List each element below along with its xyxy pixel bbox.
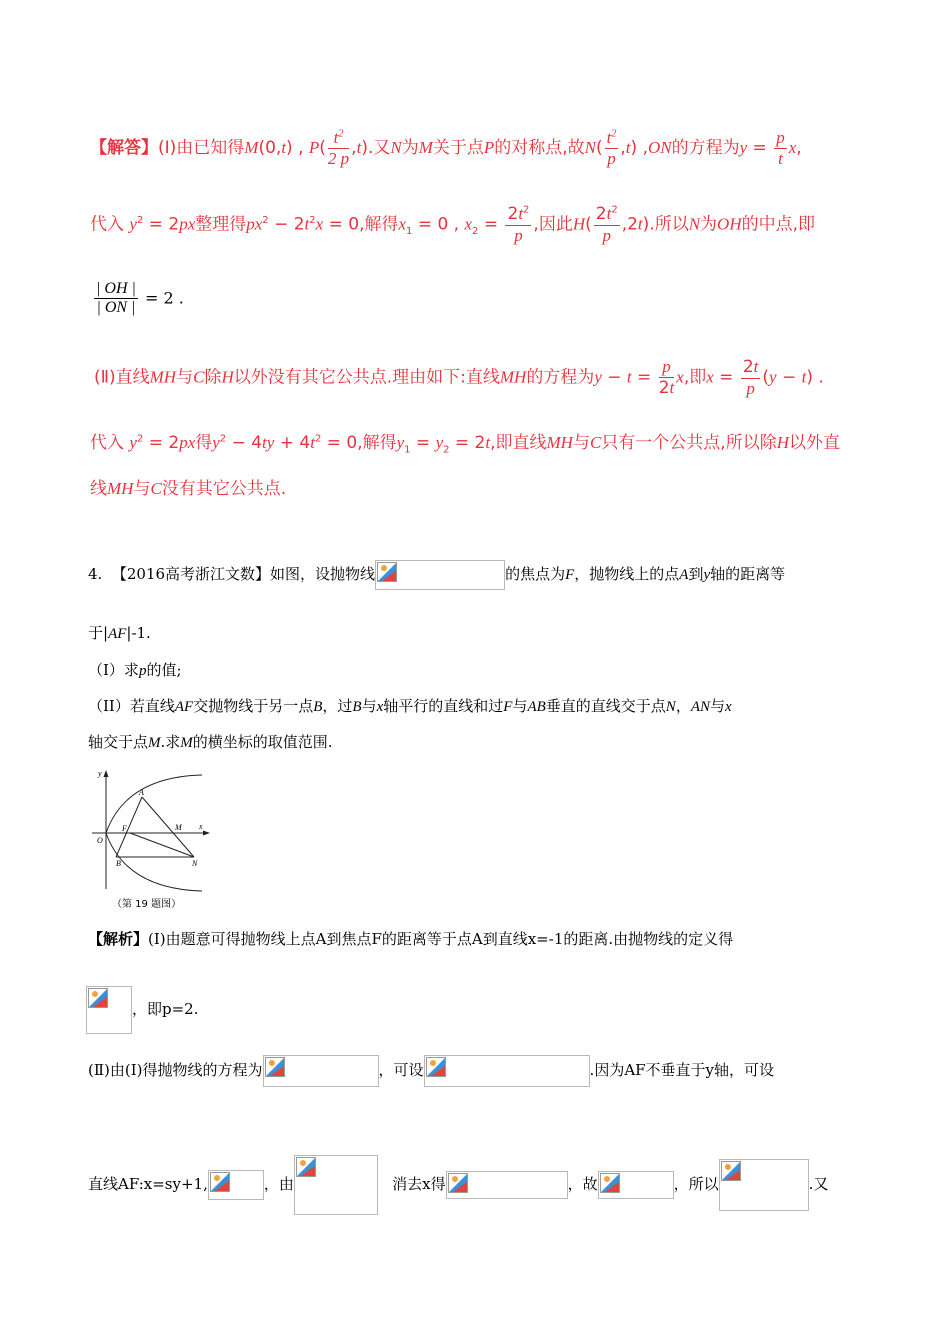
answer-line-4: (Ⅱ)直线MH与C除H以外没有其它公共点.理由如下:直线MH的方程为y − t = $\frac{p}{2t}$ x,即x = $\frac{2t}{p}$ (y − t) . xyxy=(94,357,824,398)
figure-caption: （第 19 题图） xyxy=(112,899,182,910)
label-o: O xyxy=(97,836,103,845)
problem-question-2: （II）若直线AF交抛物线于另一点B，过B与x轴平行的直线和过F与AB垂直的直线交于点N，AN与x xyxy=(88,697,732,715)
problem-question-1: （I）求p的值; xyxy=(88,661,182,679)
label-a: A xyxy=(139,788,144,797)
math-fraction-oh-on: $\frac{| OH |}{| ON |}$ xyxy=(96,280,136,317)
math-point-m: M xyxy=(244,138,259,158)
broken-image-icon xyxy=(721,1161,741,1181)
label-f: F xyxy=(122,824,127,833)
label-x: x xyxy=(199,822,203,831)
analysis-line-2: ，即p=2. xyxy=(86,986,198,1034)
line-fn xyxy=(130,833,194,857)
broken-image-icon xyxy=(88,988,108,1008)
problem-number: 4. xyxy=(88,565,103,583)
analysis-tag: 【解析】 xyxy=(88,930,149,948)
answer-line-1: 【解答】(Ⅰ)由已知得M(0,t) , P( $\frac{t^2}{2 p}$ ,t).又N为M关于点P的对称点,故N( $\frac{t^2}{p}$ ,t) ,ON的方程为y = $\frac{p}{t}$ x, xyxy=(90,128,802,168)
math-fraction: $\frac{2t^2}{p}$ xyxy=(507,204,530,245)
broken-image-formula xyxy=(424,1055,590,1087)
label-n: N xyxy=(192,859,198,868)
broken-image-formula xyxy=(446,1171,568,1199)
broken-image-icon xyxy=(210,1172,230,1192)
y-axis-arrow xyxy=(104,770,109,777)
line-af xyxy=(116,797,142,857)
broken-image-formula xyxy=(719,1159,809,1211)
broken-image-formula xyxy=(263,1055,379,1087)
analysis-line-3: (Ⅱ)由(Ⅰ)得抛物线的方程为 ，可设 .因为AF不垂直于y轴，可设 xyxy=(88,1055,774,1087)
math-fraction: $\frac{2t}{p}$ xyxy=(742,357,759,398)
broken-image-formula xyxy=(375,560,505,590)
answer-line-6: 线MH与C没有其它公共点. xyxy=(90,479,287,499)
problem-line-1: 4. 【2016高考浙江文数】如图，设抛物线 的焦点为F，抛物线上的点A到y轴的距离等 xyxy=(88,560,785,590)
parabola-figure xyxy=(86,767,210,912)
analysis-line-1: 【解析】(Ⅰ)由题意可得抛物线上点A到焦点F的距离等于点A到直线x=-1的距离.由抛物线的定义得 xyxy=(88,930,734,948)
math-fraction: $\frac{t^2}{p}$ xyxy=(606,128,617,168)
broken-image-icon xyxy=(265,1057,285,1077)
broken-image-icon xyxy=(377,562,397,582)
answer-tag: 【解答】 xyxy=(90,138,158,159)
problem-question-2-cont: 轴交于点M.求M的横坐标的取值范围. xyxy=(88,733,333,751)
math-fraction: $\frac{p}{t}$ xyxy=(776,128,785,168)
x-axis-arrow xyxy=(203,831,210,836)
label-b: B xyxy=(116,859,121,868)
answer-ratio-line: $\frac{| OH |}{| ON |}$ = 2 . xyxy=(96,280,184,317)
broken-image-formula xyxy=(86,986,132,1034)
math-fraction: $\frac{2t^2}{p}$ xyxy=(595,204,618,245)
problem-line-2: 于|AF|-1. xyxy=(88,624,151,642)
answer-line-5: 代入 $y^2 = 2px$得$y^2 - 4ty + 4t^2 = 0$,解得$y_1 = y_2 = 2t$,即直线MH与C只有一个公共点,所以除H以外直 xyxy=(90,433,840,456)
problem-source: 【2016高考浙江文数】 xyxy=(111,565,271,583)
broken-image-icon xyxy=(448,1173,468,1193)
label-y: y xyxy=(98,769,102,778)
broken-image-icon xyxy=(426,1057,446,1077)
answer-line-2: 代入 $y^2 = 2px$整理得$px^2 - 2t^2x = 0$,解得$x_1 = 0$ , $x_2$ = $\frac{2t^2}{p}$ ,因此H( $\frac{2t^2}{p}$ ,2t).所以N为OH的中点,即 xyxy=(90,204,816,245)
line-an xyxy=(142,797,194,857)
analysis-line-4: 直线AF:x=sy+1, ，由 消去x得 ，故 ，所以 .又 xyxy=(88,1155,828,1215)
label-m: M xyxy=(175,823,182,832)
broken-image-icon xyxy=(296,1157,316,1177)
math-fraction: $\frac{t^2}{2 p}$ xyxy=(327,128,350,168)
broken-image-formula xyxy=(208,1170,264,1200)
broken-image-formula xyxy=(598,1171,674,1199)
broken-image-icon xyxy=(600,1173,620,1193)
math-fraction: $\frac{p}{2t}$ xyxy=(658,357,675,398)
broken-image-formula xyxy=(294,1155,378,1215)
